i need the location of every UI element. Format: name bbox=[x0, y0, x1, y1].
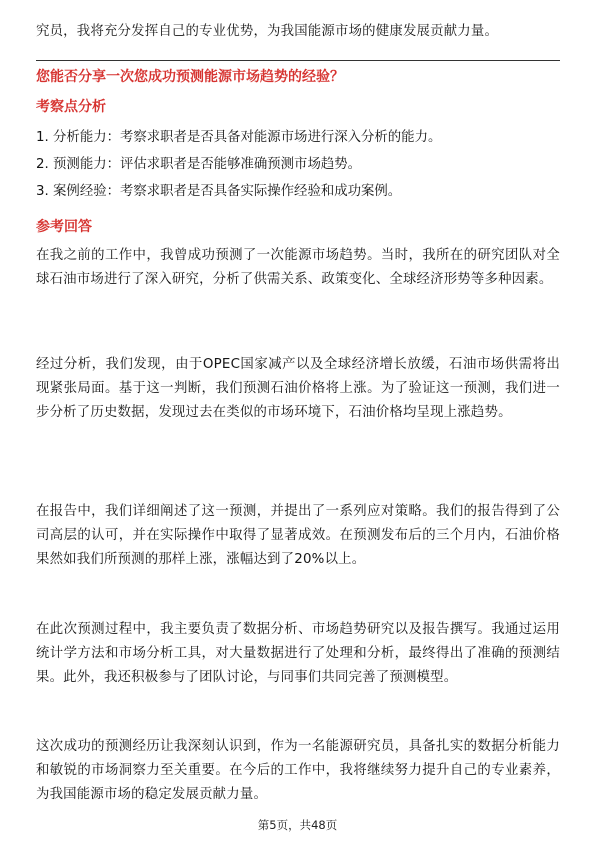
answer-paragraph: 在此次预测过程中，我主要负责了数据分析、市场趋势研究以及报告撰写。我通过运用统计学方法和市场分析工具，对大量数据进行了处理和分析，最终得出了准确的预测结果。此外，我还积极参与了团队讨论，与同事们共同完善了预测模型。 bbox=[36, 622, 560, 685]
answer-paragraph: 在我之前的工作中，我曾成功预测了一次能源市场趋势。当时，我所在的研究团队对全球石油市场进行了深入研究，分析了供需关系、政策变化、全球经济形势等多种因素。 bbox=[36, 248, 560, 287]
analysis-list bbox=[36, 124, 560, 205]
continuation-paragraph: 究员，我将充分发挥自己的专业优势，为我国能源市场的健康发展贡献力量。 bbox=[36, 24, 499, 39]
page-number: 第5页，共48页 bbox=[257, 818, 338, 832]
interview-question: 您能否分享一次您成功预测能源市场趋势的经验？ bbox=[36, 69, 344, 85]
analysis-item: 1. 分析能力：考察求职者是否具备对能源市场进行深入分析的能力。 bbox=[36, 130, 442, 145]
analysis-heading: 考察点分析 bbox=[36, 99, 106, 115]
answer-heading: 参考回答 bbox=[36, 219, 92, 235]
section-divider bbox=[36, 60, 560, 61]
answer-paragraph: 在报告中，我们详细阐述了这一预测，并提出了一系列应对策略。我们的报告得到了公司高层的认可，并在实际操作中取得了显著成效。在预测发布后的三个月内，石油价格果然如我们所预测的那样上涨，涨幅达到了20%以上。 bbox=[36, 504, 560, 567]
answer-paragraph: 这次成功的预测经历让我深刻认识到，作为一名能源研究员，具备扎实的数据分析能力和敏锐的市场洞察力至关重要。在今后的工作中，我将继续努力提升自己的专业素养，为我国能源市场的稳定发展贡献力量。 bbox=[36, 739, 560, 802]
answer-paragraph: 经过分析，我们发现，由于OPEC国家减产以及全球经济增长放缓，石油市场供需将出现紧张局面。基于这一判断，我们预测石油价格将上涨。为了验证这一预测，我们进一步分析了历史数据，发现过去在类似的市场环境下，石油价格均呈现上涨趋势。 bbox=[36, 357, 560, 420]
analysis-item: 3. 案例经验：考察求职者是否具备实际操作经验和成功案例。 bbox=[36, 184, 402, 199]
analysis-item: 2. 预测能力：评估求职者是否能够准确预测市场趋势。 bbox=[36, 157, 362, 172]
